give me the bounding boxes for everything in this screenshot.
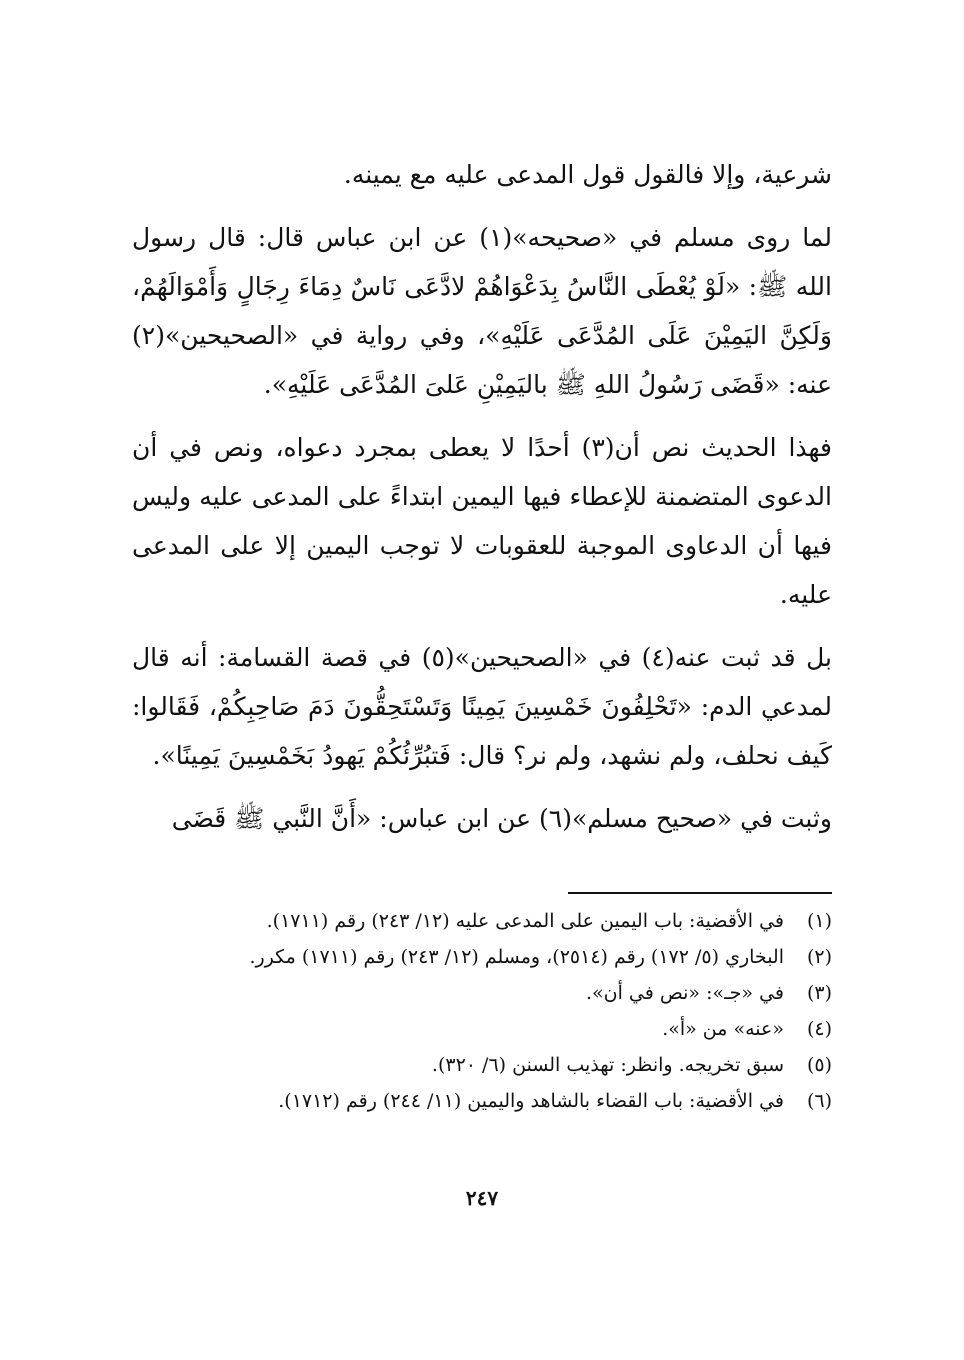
footnote-number: (٣) <box>806 982 832 1004</box>
footnote-item <box>132 1049 832 1081</box>
footnote-number: (٥) <box>806 1054 832 1076</box>
footnote-text: في «جـ»: «نص في أن». <box>585 982 784 1004</box>
footnote-separator <box>568 892 832 894</box>
footnote-item <box>132 905 832 937</box>
footnote-number: (٤) <box>806 1018 832 1040</box>
paragraph-5: وثبت في «صحيح مسلم»(٦) عن ابن عباس: «أَنَّ النَّبي ﷺ قَضَى <box>171 804 832 833</box>
footnote-text: البخاري (٥/ ١٧٢) رقم (٢٥١٤)، ومسلم (١٢/ ٢٤٣) رقم (١٧١١) مكرر. <box>249 946 784 968</box>
footnote-text: في الأقضية: باب القضاء بالشاهد واليمين (١١/ ٢٤٤) رقم (١٧١٢). <box>278 1090 784 1112</box>
footnote-number: (٦) <box>806 1090 832 1112</box>
main-text <box>132 150 832 857</box>
footnote-item <box>132 941 832 973</box>
footnote-number: (٢) <box>806 946 832 968</box>
page-number: ٢٤٧ <box>465 1186 499 1210</box>
footnote-item <box>132 1013 832 1045</box>
paragraph-4: بل قد ثبت عنه(٤) في «الصحيحين»(٥) في قصة القسامة: أنه قال لمدعي الدم: «تَحْلِفُونَ خَمْسِينَ يَمِينًا وَتَسْتَحِقُّونَ دَمَ صَاحِبِكُمْ، فَقَالوا: كَيف نحلف، ولم نشهد، ولم نر؟ قال: فَتبُرِّئُكُمْ يَهودُ بَخَمْسِينَ يَمِينًا». <box>132 643 832 770</box>
footnote-item <box>132 1085 832 1117</box>
paragraph-3: فهذا الحديث نص أن(٣) أحدًا لا يعطى بمجرد دعواه، ونص في أن الدعوى المتضمنة للإعطاء فيها اليمين ابتداءً على المدعى عليه وليس فيها أن الدعاوى الموجبة للعقوبات لا توجب اليمين إلا على المدعى عليه. <box>132 433 832 609</box>
footnote-item <box>132 977 832 1009</box>
footnote-text: في الأقضية: باب اليمين على المدعى عليه (١٢/ ٢٤٣) رقم (١٧١١). <box>266 910 784 932</box>
footnotes <box>132 905 832 1121</box>
paragraph-2: لما روى مسلم في «صحيحه»(١) عن ابن عباس قال: قال رسول الله ﷺ: «لَوْ يُعْطَى النَّاسُ بِدَعْوَاهُمْ لادَّعَى نَاسٌ دِمَاءَ رِجَالٍ وَأَمْوَالَهُمْ، وَلَكِنَّ اليَمِيْنَ عَلَى المُدَّعَى عَلَيْهِ»، وفي رواية في «الصحيحين»(٢) عنه: «قَضَى رَسُولُ اللهِ ﷺ باليَمِيْنِ عَلىَ المُدَّعَى عَلَيْهِ». <box>132 223 832 399</box>
footnote-number: (١) <box>806 910 832 932</box>
paragraph-1: شرعية، وإلا فالقول قول المدعى عليه مع يمينه. <box>343 160 832 189</box>
footnote-text: «عنه» من «أ». <box>662 1018 784 1040</box>
footnote-text: سبق تخريجه. وانظر: تهذيب السنن (٦/ ٣٢٠). <box>431 1054 784 1076</box>
